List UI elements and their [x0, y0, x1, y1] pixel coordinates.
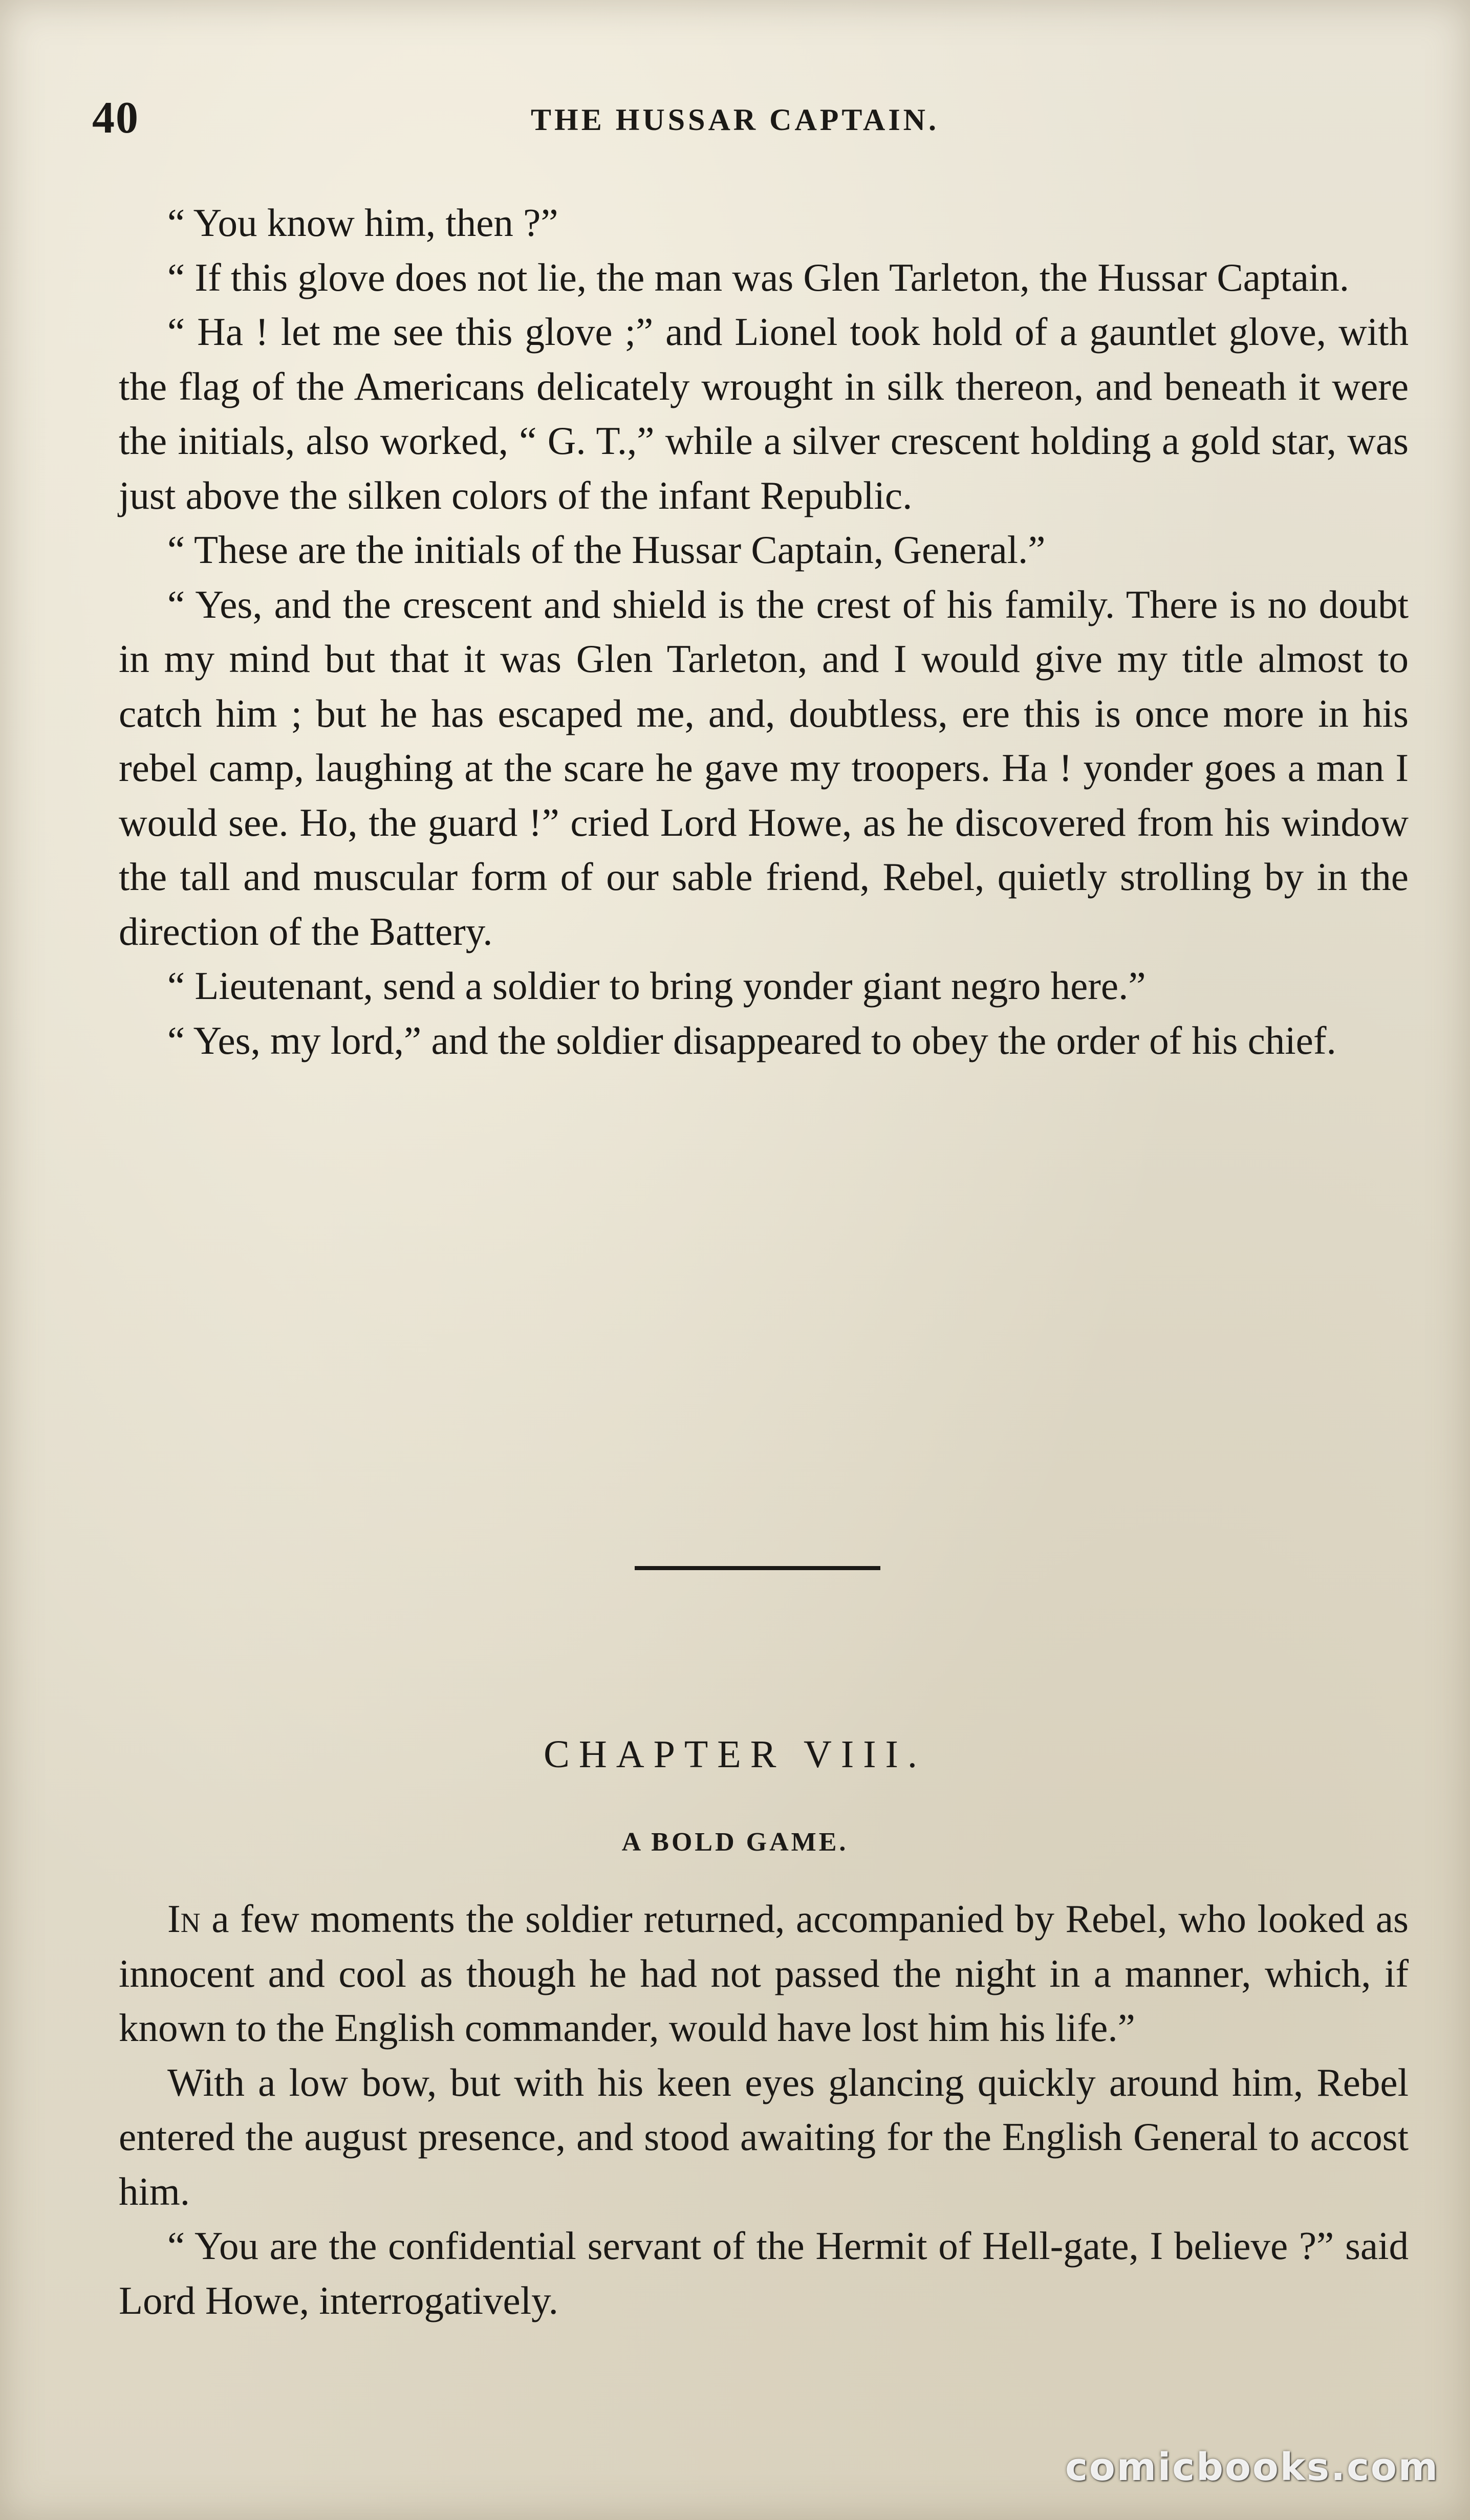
- chapter-subtitle: A BOLD GAME.: [621, 1828, 849, 1857]
- body-text: [119, 195, 1409, 1068]
- paragraph: “ You are the confidential servant of the Hermit of Hell-gate, I believe ?” said Lord Howe, interrogatively.: [119, 2224, 1409, 2322]
- opening-paragraph-text: a few moments the soldier returned, accompanied by Rebel, who looked as innocent and cool as though he had not passed the night in a manner, which, if known to the English commander, would have lost him his life.”: [119, 1897, 1409, 2050]
- paragraph: “ Yes, my lord,” and the soldier disappeared to obey the order of his chief.: [167, 1018, 1336, 1062]
- chapter-opening-paragraph: [119, 1892, 1409, 2055]
- paragraph: With a low bow, but with his keen eyes glancing quickly around him, Rebel entered the august presence, and stood awaiting for the English General to accost him.: [119, 2060, 1409, 2213]
- page-number: 40: [92, 93, 139, 143]
- paragraph: “ If this glove does not lie, the man was Glen Tarleton, the Hussar Captain.: [167, 255, 1350, 299]
- section-divider: [635, 1566, 880, 1570]
- chapter-title: CHAPTER VIII.: [544, 1733, 926, 1776]
- watermark-logo: comicbooks.com: [1065, 2445, 1439, 2489]
- paragraph: “ You know him, then ?”: [167, 201, 558, 245]
- opening-word: In: [167, 1897, 201, 1941]
- paragraph: “ Lieutenant, send a soldier to bring yonder giant negro here.”: [167, 964, 1146, 1008]
- paragraph: “ Yes, and the crescent and shield is the crest of his family. There is no doubt in my mind but that it was Glen Tarleton, and I would give my title almost to catch him ; but he has escaped me, and, doubtless, ere this is once more in his rebel camp, laughing at the scare he gave my troopers. Ha ! yonder goes a man I would see. Ho, the guard !” cried Lord Howe, as he discovered from his window the tall and muscular form of our sable friend, Rebel, quietly strolling by in the direction of the Battery.: [119, 582, 1409, 953]
- running-title: THE HUSSAR CAPTAIN.: [531, 103, 939, 137]
- page-header: [0, 87, 1470, 148]
- chapter-text: [119, 1892, 1409, 2328]
- paragraph: “ Ha ! let me see this glove ;” and Lionel took hold of a gauntlet glove, with the flag of the Americans delicately wrought in silk thereon, and beneath it were the initials, also worked, “ G. T.,” while a silver crescent holding a gold star, was just above the silken colors of the infant Republic.: [119, 310, 1409, 517]
- paragraph: “ These are the initials of the Hussar Captain, General.”: [167, 528, 1046, 572]
